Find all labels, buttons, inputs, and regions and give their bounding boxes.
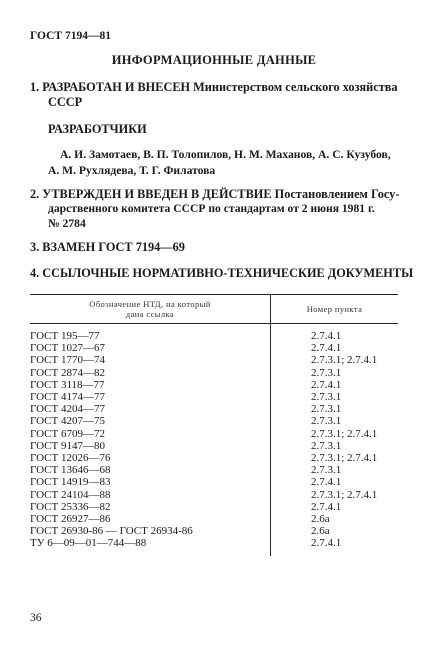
table-row bbox=[30, 354, 398, 366]
document-reference-cell: ГОСТ 195—77 bbox=[30, 324, 271, 343]
document-reference-cell: ГОСТ 24104—88 bbox=[30, 489, 271, 501]
table-row bbox=[30, 452, 398, 464]
developers-line-2: А. М. Рухлядева, Т. Г. Филатова bbox=[48, 164, 216, 177]
clause-number-cell: 2.7.4.1 bbox=[311, 330, 342, 342]
table-row bbox=[30, 537, 398, 555]
clause-number-cell: 2.7.3.1; 2.7.4.1 bbox=[311, 452, 378, 465]
section-title: ИНФОРМАЦИОННЫЕ ДАННЫЕ bbox=[111, 53, 317, 67]
document-reference-cell: ГОСТ 26927—86 bbox=[30, 513, 271, 525]
page-number: 36 bbox=[30, 612, 42, 624]
table-row bbox=[30, 513, 398, 525]
clause-number-cell: 2.7.4.1 bbox=[311, 476, 342, 489]
developers-line-1: А. И. Замотаев, В. П. Толопилов, Н. М. Маханов, А. С. Кузубов, bbox=[60, 148, 391, 161]
table-header-row bbox=[30, 295, 398, 324]
table-row bbox=[30, 476, 398, 488]
table-row bbox=[30, 464, 398, 476]
table-row bbox=[30, 403, 398, 415]
document-reference-cell: ГОСТ 1770—74 bbox=[30, 354, 271, 366]
table-row bbox=[30, 428, 398, 440]
document-reference-cell: ГОСТ 12026—76 bbox=[30, 452, 271, 464]
document-reference-cell: ТУ 6—09—01—744—88 bbox=[30, 537, 271, 555]
column-header-document-line-2: дана ссылка bbox=[125, 309, 175, 319]
section-2-line-1: 2. УТВЕРЖДЕН И ВВЕДЕН В ДЕЙСТВИЕ Постановлением Госу- bbox=[30, 187, 400, 201]
table-row bbox=[30, 415, 398, 427]
document-reference-cell: ГОСТ 1027—67 bbox=[30, 342, 271, 354]
document-reference-cell: ГОСТ 3118—77 bbox=[30, 379, 271, 391]
clause-number-cell: 2.7.3.1 bbox=[311, 403, 342, 416]
clause-number-cell: 2.7.4.1 bbox=[311, 342, 342, 355]
clause-number-cell: 2.7.4.1 bbox=[311, 537, 342, 550]
table-row bbox=[30, 501, 398, 513]
clause-number-cell: 2.7.3.1 bbox=[311, 366, 342, 379]
table-body bbox=[30, 324, 398, 556]
section-1-line-1: 1. РАЗРАБОТАН И ВНЕСЕН Министерством сельского хозяйства bbox=[30, 80, 398, 94]
table-row bbox=[30, 367, 398, 379]
document-reference-cell: ГОСТ 4207—75 bbox=[30, 415, 271, 427]
table-row bbox=[30, 440, 398, 452]
clause-number-cell: 2.7.3.1 bbox=[311, 439, 342, 452]
table-row bbox=[30, 324, 398, 343]
column-header-clause: Номер пункта bbox=[271, 295, 399, 324]
clause-number-cell: 2.7.4.1 bbox=[311, 500, 342, 513]
section-3: 3. ВЗАМЕН ГОСТ 7194—69 bbox=[30, 240, 185, 254]
document-reference-cell: ГОСТ 9147—80 bbox=[30, 440, 271, 452]
section-2-line-3: № 2784 bbox=[48, 217, 86, 230]
document-header: ГОСТ 7194—81 bbox=[30, 30, 111, 42]
developers-heading: РАЗРАБОТЧИКИ bbox=[48, 122, 147, 136]
document-reference-cell: ГОСТ 14919—83 bbox=[30, 476, 271, 488]
table-row bbox=[30, 525, 398, 537]
section-1-line-2: СССР bbox=[48, 95, 83, 109]
table-row bbox=[30, 342, 398, 354]
document-reference-cell: ГОСТ 13646—68 bbox=[30, 464, 271, 476]
clause-number-cell: 2.7.3.1 bbox=[311, 415, 342, 428]
clause-number-cell: 2.7.4.1 bbox=[311, 378, 342, 391]
document-reference-cell: ГОСТ 4204—77 bbox=[30, 403, 271, 415]
section-2-line-2: дарственного комитета СССР по стандартам от 2 июня 1981 г. bbox=[48, 202, 375, 215]
section-4: 4. ССЫЛОЧНЫЕ НОРМАТИВНО-ТЕХНИЧЕСКИЕ ДОКУМЕНТЫ bbox=[30, 266, 414, 280]
clause-number-cell: 2.6а bbox=[311, 525, 330, 538]
column-header-document-line-1: Обозначение НТД, на который bbox=[89, 299, 211, 309]
reference-table bbox=[30, 294, 398, 556]
clause-number-cell: 2.7.3.1 bbox=[311, 464, 342, 477]
clause-number-cell: 2.7.3.1; 2.7.4.1 bbox=[311, 354, 378, 367]
clause-number-cell: 2.7.3.1; 2.7.4.1 bbox=[311, 488, 378, 501]
document-reference-cell: ГОСТ 6709—72 bbox=[30, 428, 271, 440]
clause-number-cell: 2.6а bbox=[311, 513, 330, 526]
document-reference-cell: ГОСТ 26930-86 — ГОСТ 26934-86 bbox=[30, 525, 271, 537]
table-row bbox=[30, 379, 398, 391]
document-reference-cell: ГОСТ 2874—82 bbox=[30, 367, 271, 379]
table-row bbox=[30, 489, 398, 501]
document-reference-cell: ГОСТ 25336—82 bbox=[30, 501, 271, 513]
table-row bbox=[30, 391, 398, 403]
clause-number-cell: 2.7.3.1 bbox=[311, 391, 342, 404]
clause-number-cell: 2.7.3.1; 2.7.4.1 bbox=[311, 427, 378, 440]
document-reference-cell: ГОСТ 4174—77 bbox=[30, 391, 271, 403]
column-header-document bbox=[30, 295, 271, 324]
